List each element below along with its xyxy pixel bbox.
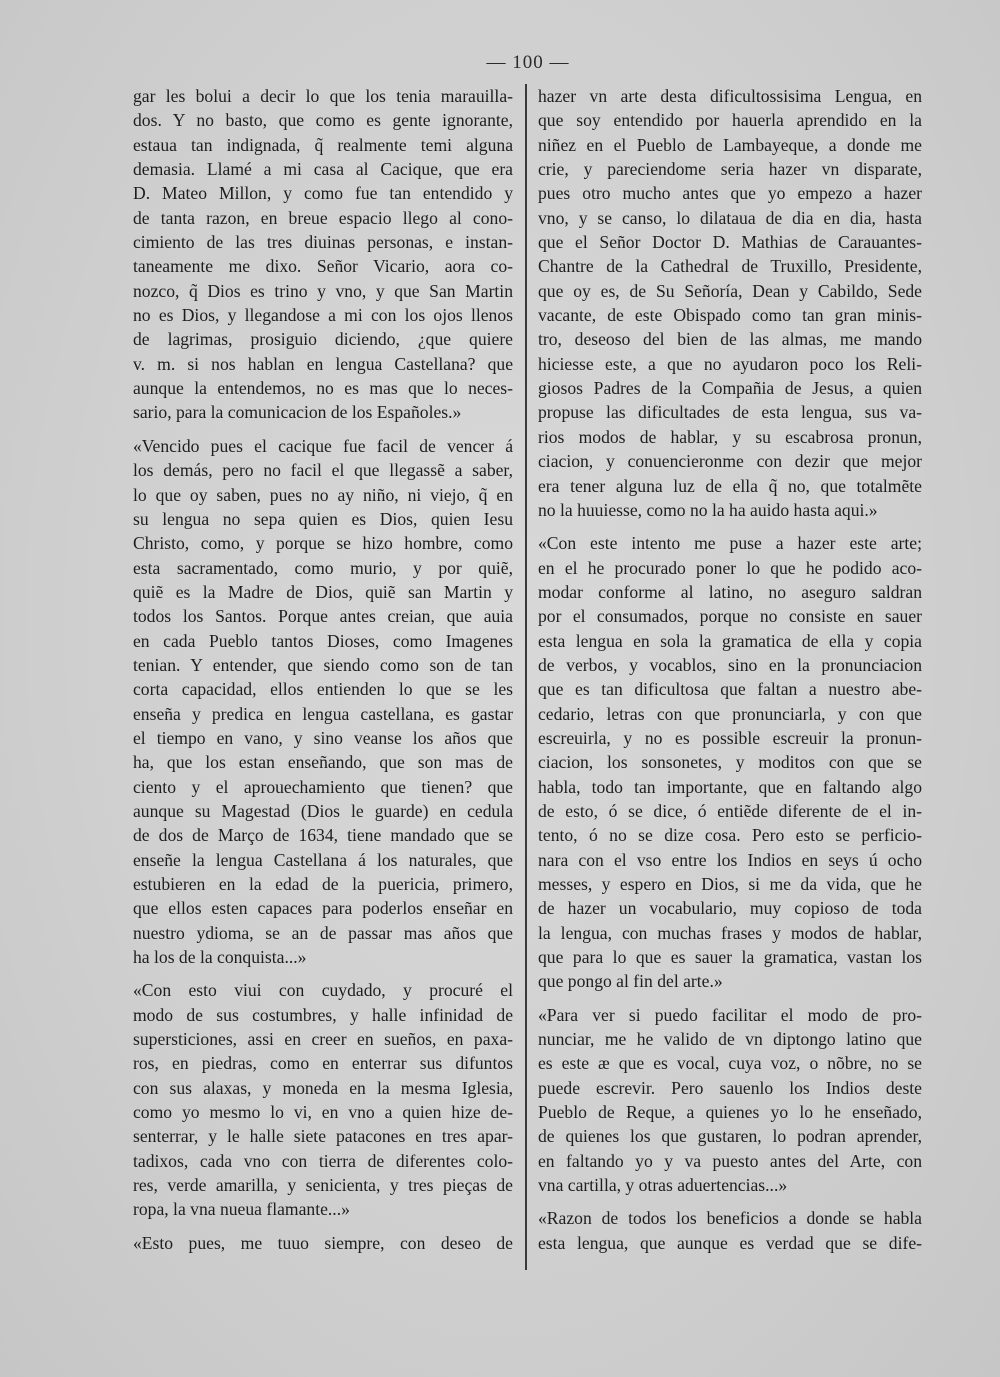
text-line: era tener alguna luz de ella q̃ no, que totalmẽte [538, 475, 922, 496]
paragraph [133, 1231, 513, 1255]
text-line: «Vencido pues el cacique fue facil de vencer á [133, 435, 513, 456]
text-line: ciacion, los sonsonetes, y moditos con que se [538, 752, 922, 773]
text-line: de hazer un vocabulario, muy copioso de toda [538, 898, 922, 919]
text-line: ropa, la vna nueua flamante...» [133, 1199, 350, 1220]
text-line: en cada Pueblo tantos Dioses, como Imagenes [133, 630, 513, 651]
text-line: nara con el vso entre los Indios en seys ú ocho [538, 849, 922, 870]
text-line: nunciar, me he valido de vn diptongo latino que [538, 1029, 922, 1050]
text-line: giosos Padres de la Compañia de Jesus, a quien [538, 378, 922, 399]
text-line: quiẽ es la Madre de Dios, quiẽ san Martin y [133, 581, 513, 602]
text-line: tento, ó no se dize cosa. Pero esto se perficio- [538, 825, 922, 846]
text-line: que es tan dificultosa que faltan a nuestro abe- [538, 679, 922, 700]
text-line: dos. Y no basto, que como es gente ignorante, [133, 110, 513, 131]
text-line: de lagrimas, prosiguio diciendo, ¿que quiere [133, 329, 513, 350]
text-line: de quienes los que gustaren, lo podran aprender, [538, 1126, 922, 1147]
paragraph-gap [538, 994, 922, 1003]
paragraph [133, 434, 513, 970]
text-line: estaua tan indignada, q̃ realmente temi alguna [133, 134, 513, 155]
text-line: ciento y el aprouechamiento que tienen? que [133, 776, 513, 797]
text-line: es este æ que es vocal, cuya voz, o nõbre, no se [538, 1053, 922, 1074]
paragraph-gap [538, 522, 922, 531]
paragraph-gap [133, 425, 513, 434]
text-line: res, verde amarilla, y senicienta, y tres pieças de [133, 1175, 513, 1196]
paragraph-gap [133, 969, 513, 978]
text-line: nozco, q̃ Dios es trino y vno, y que San Martin [133, 280, 513, 301]
text-line: nuestro ydioma, se an de passar mas años que [133, 922, 513, 943]
paragraph [538, 1206, 922, 1255]
text-line: D. Mateo Millon, y como fue tan entendido y [133, 183, 513, 204]
text-line: cedario, letras con que pronunciarla, y con que [538, 703, 922, 724]
paragraph [538, 1003, 922, 1198]
text-line: ros, en piedras, como en enterrar sus difuntos [133, 1053, 513, 1074]
text-line: «Esto pues, me tuuo siempre, con deseo de [133, 1232, 513, 1253]
paragraph-gap [133, 1222, 513, 1231]
text-line: ha, que los estan enseñando, que son mas de [133, 752, 513, 773]
text-line: todos los Santos. Porque antes creian, que auia [133, 606, 513, 627]
text-line: que pongo al fin del arte.» [538, 971, 723, 992]
text-line: esta lengua, que aunque es verdad que se dife- [538, 1232, 922, 1253]
text-line: hazer vn arte desta dificultossisima Lengua, en [538, 86, 922, 106]
text-line: que ellos esten capaces para poderlos enseñar en [133, 898, 513, 919]
text-line: «Para ver si puedo facilitar el modo de pro- [538, 1004, 922, 1025]
text-line: no es Dios, y llegandose a mi con los ojos llenos [133, 305, 513, 326]
text-line: crie, y pareciendome seria hazer vn disparate, [538, 159, 922, 180]
text-line: que soy entendido por hauerla aprendido en la [538, 110, 922, 131]
text-line: no la huuiesse, como no la ha auido hasta aqui.» [538, 499, 878, 520]
text-line: que para lo que es sauer la gramatica, vastan los [538, 947, 922, 968]
text-line: vna cartilla, y otras aduertencias...» [538, 1175, 788, 1196]
text-line: vacante, de este Obispado como tan gran minis- [538, 305, 922, 326]
text-line: el tiempo en vano, y sino veanse los años que [133, 727, 513, 748]
text-line: la lengua, con muchas frases y modos de hablar, [538, 922, 922, 943]
text-line: cimiento de las tres diuinas personas, e instan- [133, 232, 513, 253]
text-line: «Con esto viui con cuydado, y procuré el [133, 980, 513, 1001]
paragraph [133, 978, 513, 1221]
text-line: tenian. Y entender, que siendo como son de tan [133, 654, 513, 675]
text-line: que oy es, de Su Señoría, Dean y Cabildo, Sede [538, 280, 922, 301]
text-line: en faltando yo y va puesto antes del Arte, con [538, 1150, 922, 1171]
text-line: enseñe la lengua Castellana á los naturales, que [133, 849, 513, 870]
text-line: vno, y se canso, lo dilataua de dia en dia, hasta [538, 207, 922, 228]
left-column [133, 84, 513, 1255]
text-line: esta sacramentado, como murio, y por quiẽ, [133, 557, 513, 578]
paragraph-gap [538, 1197, 922, 1206]
text-line: supersticiones, assi en creer en sueños, en paxa- [133, 1029, 513, 1050]
text-line: messes, y espero en Dios, si me da vida, que he [538, 874, 922, 894]
column-divider [525, 84, 527, 1270]
text-line: rios modos de hablar, y su escabrosa pronun, [538, 426, 922, 447]
text-line: de esto, ó se dice, ó entiẽde diferente de el in- [538, 800, 922, 821]
text-line: en el he procurado poner lo que he podido aco- [538, 557, 922, 578]
text-line: modar conforme al latino, no aseguro saldran [538, 581, 922, 602]
text-line: «Razon de todos los beneficios a donde se habla [538, 1208, 922, 1229]
text-line: de verbos, y vocablos, sino en la pronunciacion [538, 654, 922, 675]
text-line: que el Señor Doctor D. Mathias de Carauantes- [538, 232, 922, 253]
text-line: gar les bolui a decir lo que los tenia marauilla- [133, 86, 513, 106]
text-line: lo que oy saben, pues no ay niño, ni viejo, q̃ en [133, 484, 513, 505]
text-line: como yo mesmo lo vi, en vno a quien hize de- [133, 1102, 513, 1123]
text-line: Pueblo de Reque, a quienes yo lo he enseñado, [538, 1102, 922, 1123]
text-line: senterrar, y le halle siete patacones en tres apar- [133, 1126, 513, 1147]
text-line: por el consumados, porque no consiste en sauer [538, 606, 922, 627]
paragraph [133, 84, 513, 425]
text-line: taneamente me dixo. Señor Vicario, aora co- [133, 256, 513, 277]
text-line: «Con este intento me puse a hazer este arte; [538, 533, 922, 554]
text-line: niñez en el Pueblo de Lambayeque, a donde me [538, 134, 922, 155]
text-line: demasia. Llamé a mi casa al Cacique, que era [133, 159, 513, 180]
text-line: v. m. si nos hablan en lengua Castellana? que [133, 353, 513, 374]
text-line: propuse las dificultades de esta lengua, sus va- [538, 402, 922, 423]
text-line: esta lengua en sola la gramatica de ella y copia [538, 630, 922, 651]
text-line: puede escrevir. Pero sauenlo los Indios deste [538, 1077, 922, 1098]
text-line: hiciesse este, a que no ayudaron poco los Reli- [538, 353, 922, 374]
text-line: enseña y predica en lengua castellana, es gastar [133, 703, 513, 724]
text-line: ha los de la conquista...» [133, 947, 307, 968]
right-column [538, 84, 922, 1255]
text-line: aunque la entendemos, no es mas que lo neces- [133, 378, 513, 399]
text-line: habla, todo tan importante, que en faltando algo [538, 776, 922, 797]
text-line: modo de sus costumbres, y halle infinidad de [133, 1004, 513, 1025]
text-line: tro, deseoso del bien de las almas, me mando [538, 329, 922, 350]
text-line: con sus alaxas, y moneda en la mesma Iglesia, [133, 1077, 513, 1098]
text-line: pues otro mucho antes que yo empezo a hazer [538, 183, 922, 204]
text-line: aunque su Magestad (Dios le guarde) en cedula [133, 800, 513, 821]
page-number: — 100 — [486, 52, 570, 73]
text-line: tadixos, cada vno con tierra de diferentes colo- [133, 1150, 513, 1171]
text-line: Christo, como, y porque se hizo hombre, como [133, 533, 513, 554]
text-line: de tanta razon, en breue espacio llego al cono- [133, 207, 513, 228]
text-line: corta capacidad, ellos entienden lo que se les [133, 679, 513, 700]
text-line: los demás, pero no facil el que llegassẽ a saber, [133, 460, 513, 481]
paragraph [538, 531, 922, 994]
paragraph [538, 84, 922, 522]
text-line: de dos de Março de 1634, tiene mandado que se [133, 825, 513, 846]
text-line: sario, para la comunicacion de los Españoles.» [133, 402, 462, 423]
text-line: ciacion, y conuencieronme con dezir que mejor [538, 451, 922, 472]
text-line: estubieren en la edad de la puericia, primero, [133, 874, 513, 894]
text-line: escreuirla, y no es possible escreuir la pronun- [538, 727, 922, 748]
text-line: su lengua no sepa quien es Dios, quien Iesu [133, 508, 513, 529]
text-line: Chantre de la Cathedral de Truxillo, Presidente, [538, 256, 922, 277]
